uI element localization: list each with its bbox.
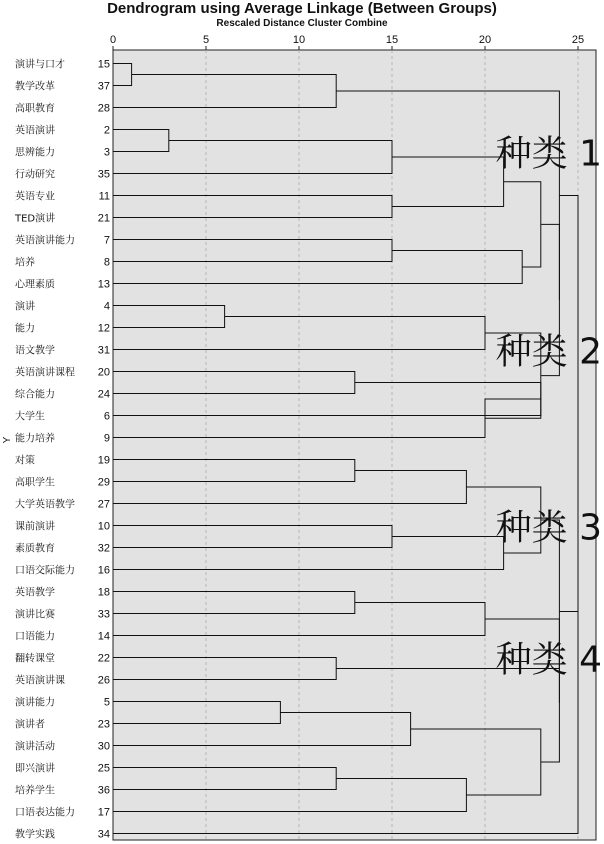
tick-label-15: 15 xyxy=(385,34,399,46)
leaf-case-number: 13 xyxy=(97,278,110,291)
leaf-label: 高职教育 xyxy=(15,103,55,115)
cluster-label-3: 种类 3 xyxy=(495,507,602,549)
leaf-case-number: 3 xyxy=(103,146,110,159)
cluster-label-2: 种类 2 xyxy=(495,331,602,373)
leaf-label: 口语交际能力 xyxy=(15,565,75,577)
leaf-label: 演讲活动 xyxy=(15,741,55,753)
leaf-label: 培养学生 xyxy=(15,785,55,797)
leaf-label: 心理素质 xyxy=(15,279,55,291)
leaf-label: 英语演讲能力 xyxy=(15,235,75,247)
tick-label-5: 5 xyxy=(202,34,210,46)
leaf-case-number: 24 xyxy=(97,388,110,401)
leaf-label: 演讲者 xyxy=(15,719,45,731)
leaf-label: 大学英语教学 xyxy=(15,499,75,511)
leaf-label: 演讲能力 xyxy=(15,697,55,709)
leaf-label: 口语能力 xyxy=(15,631,55,643)
leaf-case-number: 15 xyxy=(97,58,110,71)
leaf-case-number: 25 xyxy=(97,762,110,775)
leaf-case-number: 36 xyxy=(97,784,110,797)
leaf-case-number: 30 xyxy=(97,740,110,753)
leaf-case-number: 21 xyxy=(97,212,110,225)
leaf-case-number: 33 xyxy=(97,608,110,621)
leaf-case-number: 2 xyxy=(103,124,110,137)
leaf-label: 教学改革 xyxy=(15,81,55,93)
chart-title: Dendrogram using Average Linkage (Between Groups) xyxy=(107,0,497,17)
leaf-label: 培养 xyxy=(15,257,35,269)
tick-label-25: 25 xyxy=(571,34,585,46)
leaf-case-number: 17 xyxy=(97,806,110,819)
leaf-case-number: 6 xyxy=(103,410,110,423)
cluster-label-1: 种类 1 xyxy=(495,133,602,175)
leaf-label: 英语演讲课 xyxy=(15,675,65,687)
cluster-label-4: 种类 4 xyxy=(495,639,602,681)
leaf-label: 演讲与口才 xyxy=(15,59,65,71)
leaf-case-number: 14 xyxy=(97,630,110,643)
leaf-label: 对策 xyxy=(15,455,35,467)
leaf-label: 演讲比赛 xyxy=(15,609,55,621)
leaf-label: TED演讲 xyxy=(15,213,56,225)
leaf-case-number: 23 xyxy=(97,718,110,731)
leaf-label: 教学实践 xyxy=(15,829,55,841)
leaf-label: 英语专业 xyxy=(15,191,55,203)
leaf-case-number: 27 xyxy=(97,498,110,511)
leaf-case-number: 11 xyxy=(98,190,110,203)
leaf-case-number: 22 xyxy=(97,652,110,665)
leaf-label: 英语演讲课程 xyxy=(15,367,75,379)
leaf-case-number: 10 xyxy=(97,520,110,533)
leaf-case-number: 37 xyxy=(97,80,110,93)
leaf-case-number: 4 xyxy=(103,300,110,313)
leaf-case-number: 20 xyxy=(97,366,110,379)
leaf-label: 大学生 xyxy=(15,411,45,423)
leaf-label: 课前演讲 xyxy=(15,521,55,533)
leaf-label: 能力 xyxy=(15,323,35,335)
leaf-label: 素质教育 xyxy=(15,543,55,555)
chart-subtitle: Rescaled Distance Cluster Combine xyxy=(216,18,388,29)
tick-label-10: 10 xyxy=(292,34,306,46)
leaf-case-number: 26 xyxy=(97,674,110,687)
leaf-case-number: 5 xyxy=(103,696,110,709)
leaf-label: 思辨能力 xyxy=(15,147,55,159)
tick-label-0: 0 xyxy=(109,34,117,46)
leaf-case-number: 8 xyxy=(103,256,110,269)
leaf-label: 语文教学 xyxy=(15,345,55,357)
leaf-label: 翻转课堂 xyxy=(15,653,55,665)
leaf-label: 综合能力 xyxy=(15,389,55,401)
leaf-label: 口语表达能力 xyxy=(15,807,75,819)
y-axis-label: Y xyxy=(2,436,13,444)
tick-label-20: 20 xyxy=(478,34,492,46)
leaf-case-number: 29 xyxy=(97,476,110,489)
leaf-case-number: 35 xyxy=(97,168,110,181)
leaf-case-number: 9 xyxy=(103,432,110,445)
leaf-label: 能力培养 xyxy=(15,433,55,445)
leaf-case-number: 19 xyxy=(97,454,110,467)
leaf-case-number: 32 xyxy=(97,542,110,555)
leaf-case-number: 28 xyxy=(97,102,110,115)
leaf-label: 演讲 xyxy=(15,301,35,313)
leaf-label: 高职学生 xyxy=(15,477,55,489)
leaf-case-number: 31 xyxy=(97,344,110,357)
leaf-case-number: 34 xyxy=(97,828,110,841)
leaf-labels xyxy=(14,58,110,841)
leaf-label: 即兴演讲 xyxy=(15,763,55,775)
leaf-label: 英语教学 xyxy=(15,587,55,599)
leaf-case-number: 16 xyxy=(97,564,110,577)
leaf-case-number: 18 xyxy=(97,586,110,599)
leaf-case-number: 12 xyxy=(97,322,110,335)
x-axis-ticks xyxy=(110,34,584,50)
leaf-case-number: 7 xyxy=(103,234,110,247)
leaf-label: 行动研究 xyxy=(15,169,55,181)
leaf-label: 英语演讲 xyxy=(15,125,55,137)
